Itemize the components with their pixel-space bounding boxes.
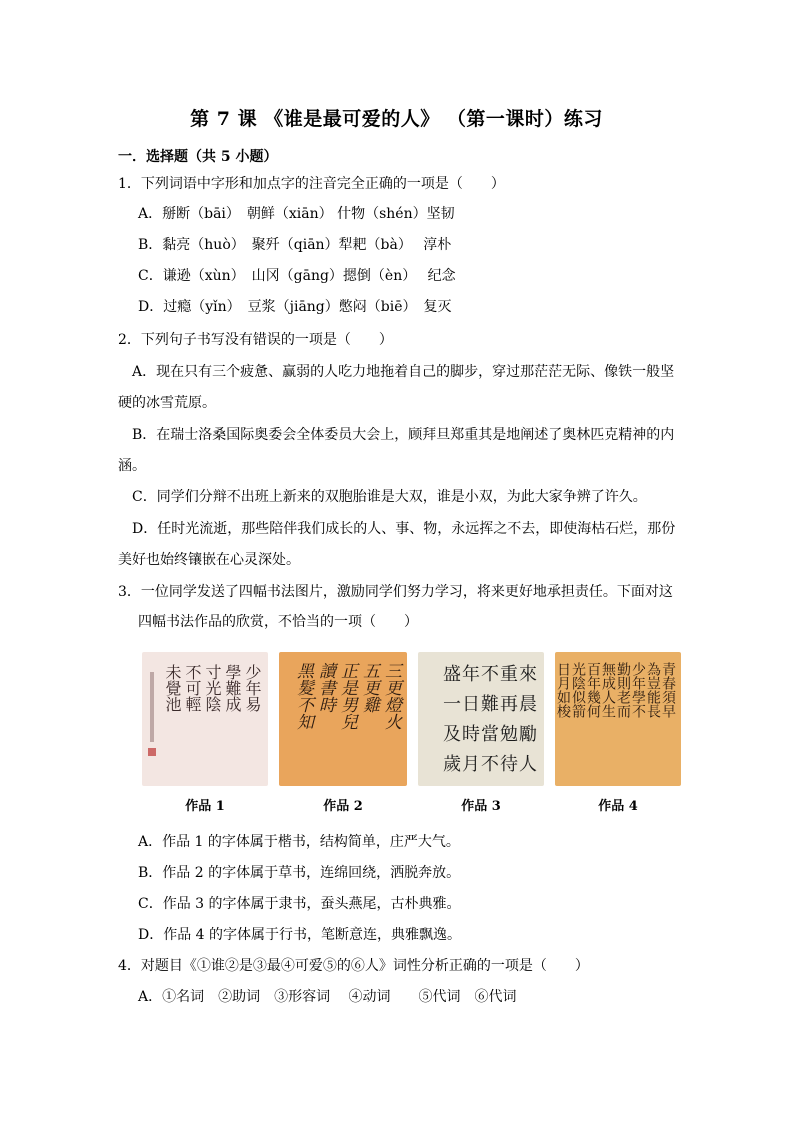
artwork-4-column: 光陰似箭 [570, 662, 586, 718]
artwork-3-row: 歲月不待人 [443, 754, 538, 775]
artwork-3-row: 及時當勉勵 [443, 724, 538, 745]
question-1-stem: 1．下列词语中字形和加点字的注音完全正确的一项是（ ） [118, 176, 505, 192]
question-3-option-c: C．作品 3 的字体属于隶书，蚕头燕尾，古朴典雅。 [138, 896, 461, 912]
question-2-option-d-cont: 美好也始终镶嵌在心灵深处。 [118, 552, 300, 568]
artwork-2-column: 三更燈火 [381, 662, 401, 730]
artwork-4-column: 無成人生 [600, 662, 616, 718]
question-2-option-a-cont: 硬的冰雪荒原。 [118, 395, 216, 411]
artwork-2-column: 讀書時 [315, 662, 335, 713]
artwork-4-column: 日月如梭 [555, 662, 571, 718]
question-3-stem: 3．一位同学发送了四幅书法图片，激励同学们努力学习，将来更好地承担责任。下面对这 [118, 584, 673, 600]
calligraphy-artwork-2 [279, 652, 407, 786]
question-2-stem: 2．下列句子书写没有错误的一项是（ ） [118, 332, 393, 348]
calligraphy-artwork-3 [418, 652, 544, 786]
artwork-1-seal [148, 748, 156, 756]
artwork-1-column: 少年易 [243, 664, 262, 712]
artwork-1-caption: 作品 1 [185, 799, 225, 814]
question-2-option-a: A．现在只有三个疲惫、赢弱的人吃力地拖着自己的脚步，穿过那茫茫无际、像铁一般坚 [118, 364, 675, 380]
artwork-3-caption: 作品 3 [461, 799, 501, 814]
artwork-1-column: 寸光陰 [203, 664, 222, 712]
artwork-4-column: 百年幾何 [585, 662, 601, 718]
question-3-stem-cont: 四幅书法作品的欣赏，不恰当的一项（ ） [138, 614, 418, 630]
artwork-1-column: 未覺池 [163, 664, 182, 712]
artwork-4-column: 為豈能長 [645, 662, 661, 718]
artwork-2-column: 正是男兒 [337, 662, 357, 730]
calligraphy-artwork-1 [142, 652, 268, 786]
artwork-1-column: 學難成 [223, 664, 242, 712]
artwork-4-column: 青春須早 [660, 662, 676, 718]
artwork-2-column: 五更雞 [359, 662, 379, 713]
question-1-option-c: C．谦逊（xùn） 山冈（gāng）摁倒（èn） 纪念 [138, 268, 456, 284]
question-2-option-b-cont: 涵。 [118, 458, 146, 474]
question-2-option-b: B．在瑞士洛桑国际奥委会全体委员大会上，顾拜旦郑重其是地阐述了奥林匹克精神的内 [118, 427, 675, 443]
question-3-option-a: A．作品 1 的字体属于楷书，结构简单，庄严大气。 [138, 834, 460, 850]
artwork-2-column: 黑髮不知 [293, 662, 313, 730]
question-2-option-d: D．任时光流逝，那些陪伴我们成长的人、事、物，永远挥之不去，即使海枯石烂，那份 [118, 521, 676, 537]
artwork-1-inscription [150, 672, 154, 742]
artwork-3-row: 盛年不重來 [443, 664, 538, 685]
artwork-1-column: 不可輕 [183, 664, 202, 712]
question-2-option-c: C．同学们分辩不出班上新来的双胞胎谁是大双，谁是小双，为此大家争辨了许久。 [118, 489, 647, 505]
page-title: 第 7 课 《谁是最可爱的人》 （第一课时）练习 [190, 108, 603, 130]
artwork-4-column: 少年學不 [630, 662, 646, 718]
artwork-3-row: 一日難再晨 [443, 694, 538, 715]
question-1-option-a: A．掰断（bāi） 朝鲜（xiān） 什物（shén）坚韧 [138, 206, 455, 222]
question-1-option-b: B．黏亮（huò） 聚歼（qiān）犁耙（bà） 淳朴 [138, 237, 452, 253]
artwork-2-caption: 作品 2 [323, 799, 363, 814]
question-1-option-d: D．过瘾（yǐn） 豆浆（jiāng）憋闷（biē） 复灭 [138, 299, 452, 315]
calligraphy-artwork-4 [555, 652, 681, 786]
artwork-4-caption: 作品 4 [598, 799, 638, 814]
question-4-stem: 4．对题目《①谁②是③最④可爱⑤的⑥人》词性分析正确的一项是（ ） [118, 958, 589, 974]
question-4-option-a: A．①名词 ②助词 ③形容词 ④动词 ⑤代词 ⑥代词 [138, 989, 517, 1005]
question-3-option-d: D．作品 4 的字体属于行书，笔断意连，典雅飘逸。 [138, 927, 462, 943]
section-heading: 一．选择题（共 5 小题） [118, 149, 278, 165]
question-3-option-b: B．作品 2 的字体属于草书，连绵回绕，洒脱奔放。 [138, 865, 461, 881]
artwork-4-column: 勤則老而 [615, 662, 631, 718]
